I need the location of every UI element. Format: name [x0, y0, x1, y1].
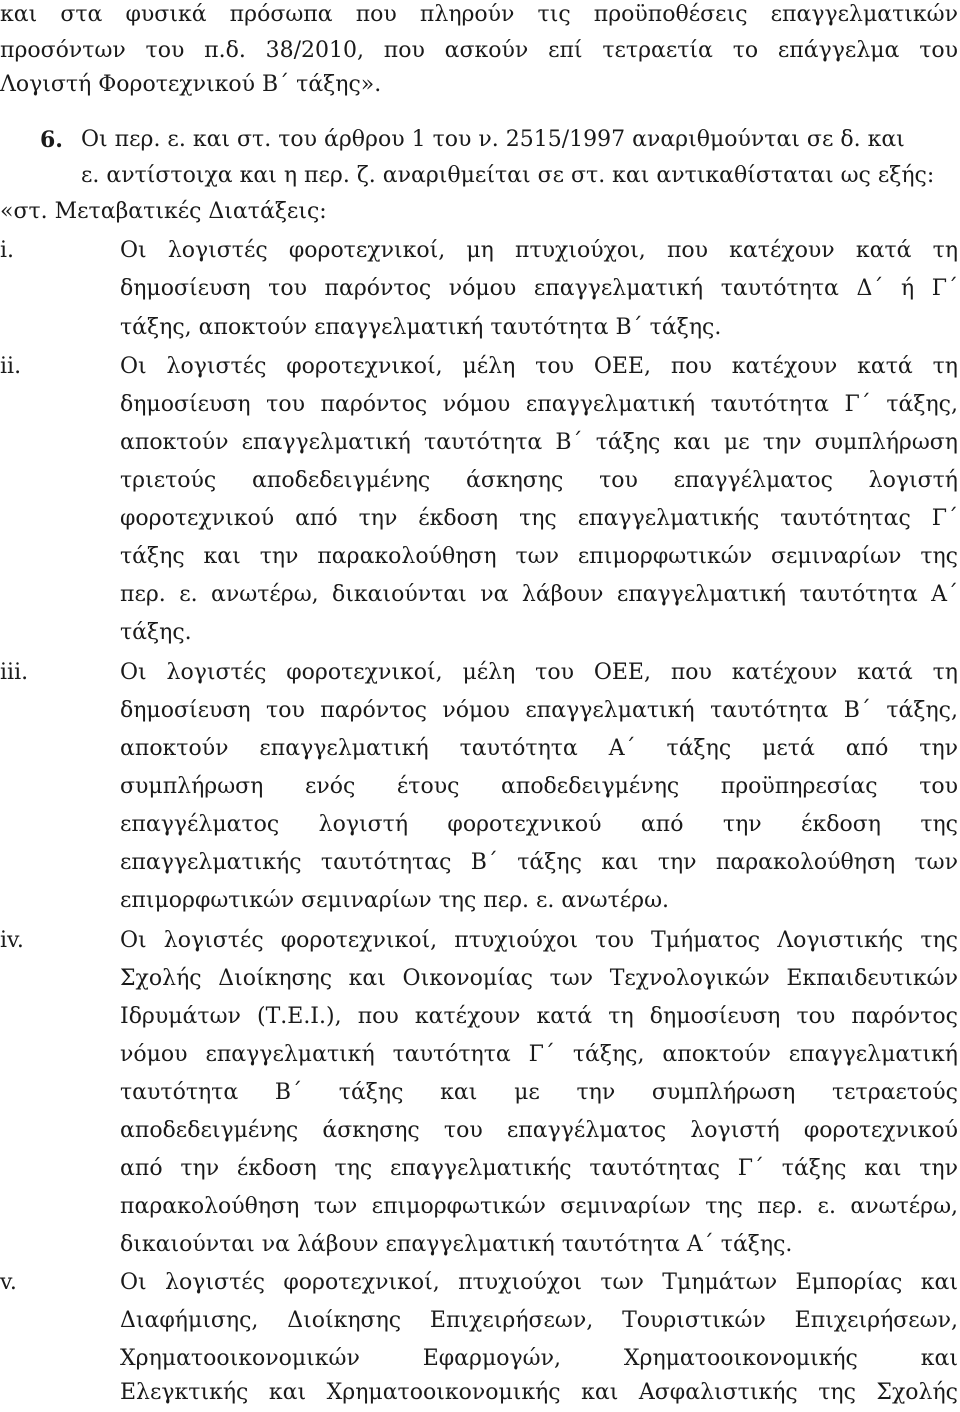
item-line: περ. ε. ανωτέρω, δικαιούνται να λάβουν επαγγελματική ταυτότητα Α΄	[120, 582, 958, 607]
section-line: Οι περ. ε. και στ. του άρθρου 1 του ν. 2515/1997 αναριθμούνται σε δ. και	[81, 127, 905, 152]
item-line: από την έκδοση της επαγγελματικής ταυτότητας Γ΄ τάξης και την	[120, 1156, 958, 1181]
item-line: αποκτούν επαγγελματική ταυτότητα Α΄ τάξης μετά από την	[120, 736, 958, 761]
item-line: Σχολής Διοίκησης και Οικονομίας των Τεχνολογικών Εκπαιδευτικών	[120, 966, 958, 991]
item-line: δημοσίευση του παρόντος νόμου επαγγελματική ταυτότητα Δ΄ ή Γ΄	[120, 276, 958, 301]
item-marker: iv.	[0, 928, 24, 953]
item-line: Ελεγκτικής και Χρηματοοικονομικής και Ασφαλιστικής της Σχολής	[120, 1380, 958, 1405]
section-number: 6.	[40, 127, 63, 153]
item-marker: i.	[0, 238, 15, 263]
item-line: τάξης και την παρακολούθηση των επιμορφωτικών σεμιναρίων της	[120, 544, 958, 569]
item-line: δικαιούνται να λάβουν επαγγελματική ταυτότητα Α΄ τάξης.	[120, 1232, 793, 1257]
item-line: φοροτεχνικού από την έκδοση της επαγγελματικής ταυτότητας Γ΄	[120, 506, 958, 531]
item-marker: ii.	[0, 354, 22, 379]
item-line: αποκτούν επαγγελματική ταυτότητα Β΄ τάξης και με την συμπλήρωση	[120, 430, 958, 455]
item-line: τάξης.	[120, 620, 192, 645]
item-line: συμπλήρωση ενός έτους αποδεδειγμένης προϋπηρεσίας του	[120, 774, 958, 799]
intro-line: και στα φυσικά πρόσωπα που πληρούν τις προϋποθέσεις επαγγελματικών	[0, 2, 958, 27]
item-line: τριετούς αποδεδειγμένης άσκησης του επαγγέλματος λογιστή	[120, 468, 958, 493]
intro-line: Λογιστή Φοροτεχνικού Β΄ τάξης».	[0, 72, 382, 97]
item-line: τάξης, αποκτούν επαγγελματική ταυτότητα Β΄ τάξης.	[120, 315, 722, 340]
item-line: Οι λογιστές φοροτεχνικοί, μέλη του ΟΕΕ, που κατέχουν κατά τη	[120, 660, 958, 685]
item-line: δημοσίευση του παρόντος νόμου επαγγελματική ταυτότητα Β΄ τάξης,	[120, 698, 958, 723]
item-line: Οι λογιστές φοροτεχνικοί, πτυχιούχοι του Τμήματος Λογιστικής της	[120, 928, 958, 953]
item-line: επαγγελματικής ταυτότητας Β΄ τάξης και την παρακολούθηση των	[120, 850, 958, 875]
item-line: δημοσίευση του παρόντος νόμου επαγγελματική ταυτότητα Γ΄ τάξης,	[120, 392, 958, 417]
item-line: επαγγέλματος λογιστή φοροτεχνικού από την έκδοση της	[120, 812, 958, 837]
item-line: παρακολούθηση των επιμορφωτικών σεμιναρίων της περ. ε. ανωτέρω,	[120, 1194, 958, 1219]
item-line: Οι λογιστές φοροτεχνικοί, πτυχιούχοι των Τμημάτων Εμπορίας και	[120, 1270, 958, 1295]
item-line: Διαφήμισης, Διοίκησης Επιχειρήσεων, Τουριστικών Επιχειρήσεων,	[120, 1308, 958, 1333]
item-line: ταυτότητα Β΄ τάξης και με την συμπλήρωση τετραετούς	[120, 1080, 958, 1105]
item-line: Ιδρυμάτων (Τ.Ε.Ι.), που κατέχουν κατά τη δημοσίευση του παρόντος	[120, 1004, 958, 1029]
item-line: Οι λογιστές φοροτεχνικοί, μέλη του ΟΕΕ, που κατέχουν κατά τη	[120, 354, 958, 379]
item-line: Χρηματοοικονομικών Εφαρμογών, Χρηματοοικονομικής και	[120, 1346, 958, 1371]
item-line: αποδεδειγμένης άσκησης του επαγγέλματος λογιστή φοροτεχνικού	[120, 1118, 958, 1143]
intro-line: προσόντων του π.δ. 38/2010, που ασκούν επί τετραετία το επάγγελμα του	[0, 38, 958, 63]
item-marker: v.	[0, 1270, 17, 1295]
section-line: ε. αντίστοιχα και η περ. ζ. αναριθμείται σε στ. και αντικαθίσταται ως εξής:	[81, 163, 935, 188]
item-marker: iii.	[0, 660, 29, 685]
section-heading: «στ. Μεταβατικές Διατάξεις:	[0, 199, 327, 224]
item-line: Οι λογιστές φοροτεχνικοί, μη πτυχιούχοι, που κατέχουν κατά τη	[120, 238, 958, 263]
item-line: νόμου επαγγελματική ταυτότητα Γ΄ τάξης, αποκτούν επαγγελματική	[120, 1042, 958, 1067]
item-line: επιμορφωτικών σεμιναρίων της περ. ε. ανωτέρω.	[120, 888, 670, 913]
